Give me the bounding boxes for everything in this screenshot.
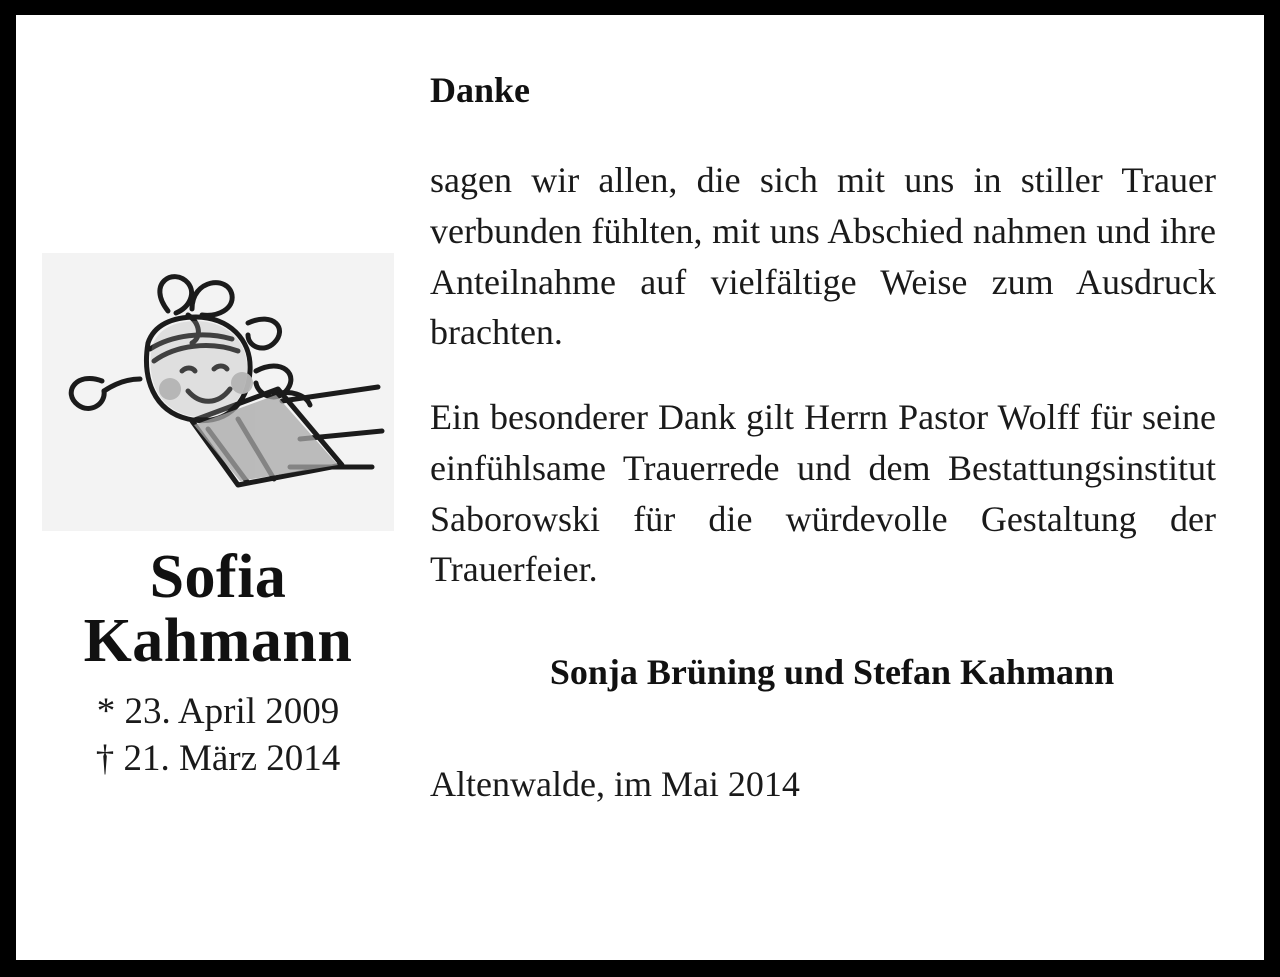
deceased-name (40, 545, 396, 674)
signature-line: Sonja Brüning und Stefan Kahmann (549, 652, 1115, 692)
angel-drawing-icon (42, 253, 394, 531)
place-and-date: Altenwalde, im Mai 2014 (430, 764, 800, 804)
name-first-line: Sofia (149, 543, 287, 611)
portrait-illustration (42, 253, 394, 531)
life-dates (96, 688, 341, 783)
birth-date: * 23. April 2009 (96, 690, 340, 732)
thanks-heading: Danke (430, 70, 531, 110)
death-date: † 21. März 2014 (95, 738, 341, 780)
right-column (396, 15, 1264, 960)
obituary-card (13, 12, 1267, 963)
left-column (16, 15, 396, 960)
name-last-line: Kahmann (83, 607, 353, 676)
thanks-paragraph-1: sagen wir allen, die sich mit uns in stiller Trauer verbunden fühlten, mit uns Abschied nahmen und ihre Anteilnahme auf vielfältige Weise zum Ausdruck brachten. (430, 160, 1216, 353)
thanks-paragraph-2: Ein besonderer Dank gilt Herrn Pastor Wolff für seine einfühlsame Trauerrede und dem Bestattungsinstitut Saborowski für die würdevolle Gestaltung der Trauerfeier. (430, 397, 1216, 590)
